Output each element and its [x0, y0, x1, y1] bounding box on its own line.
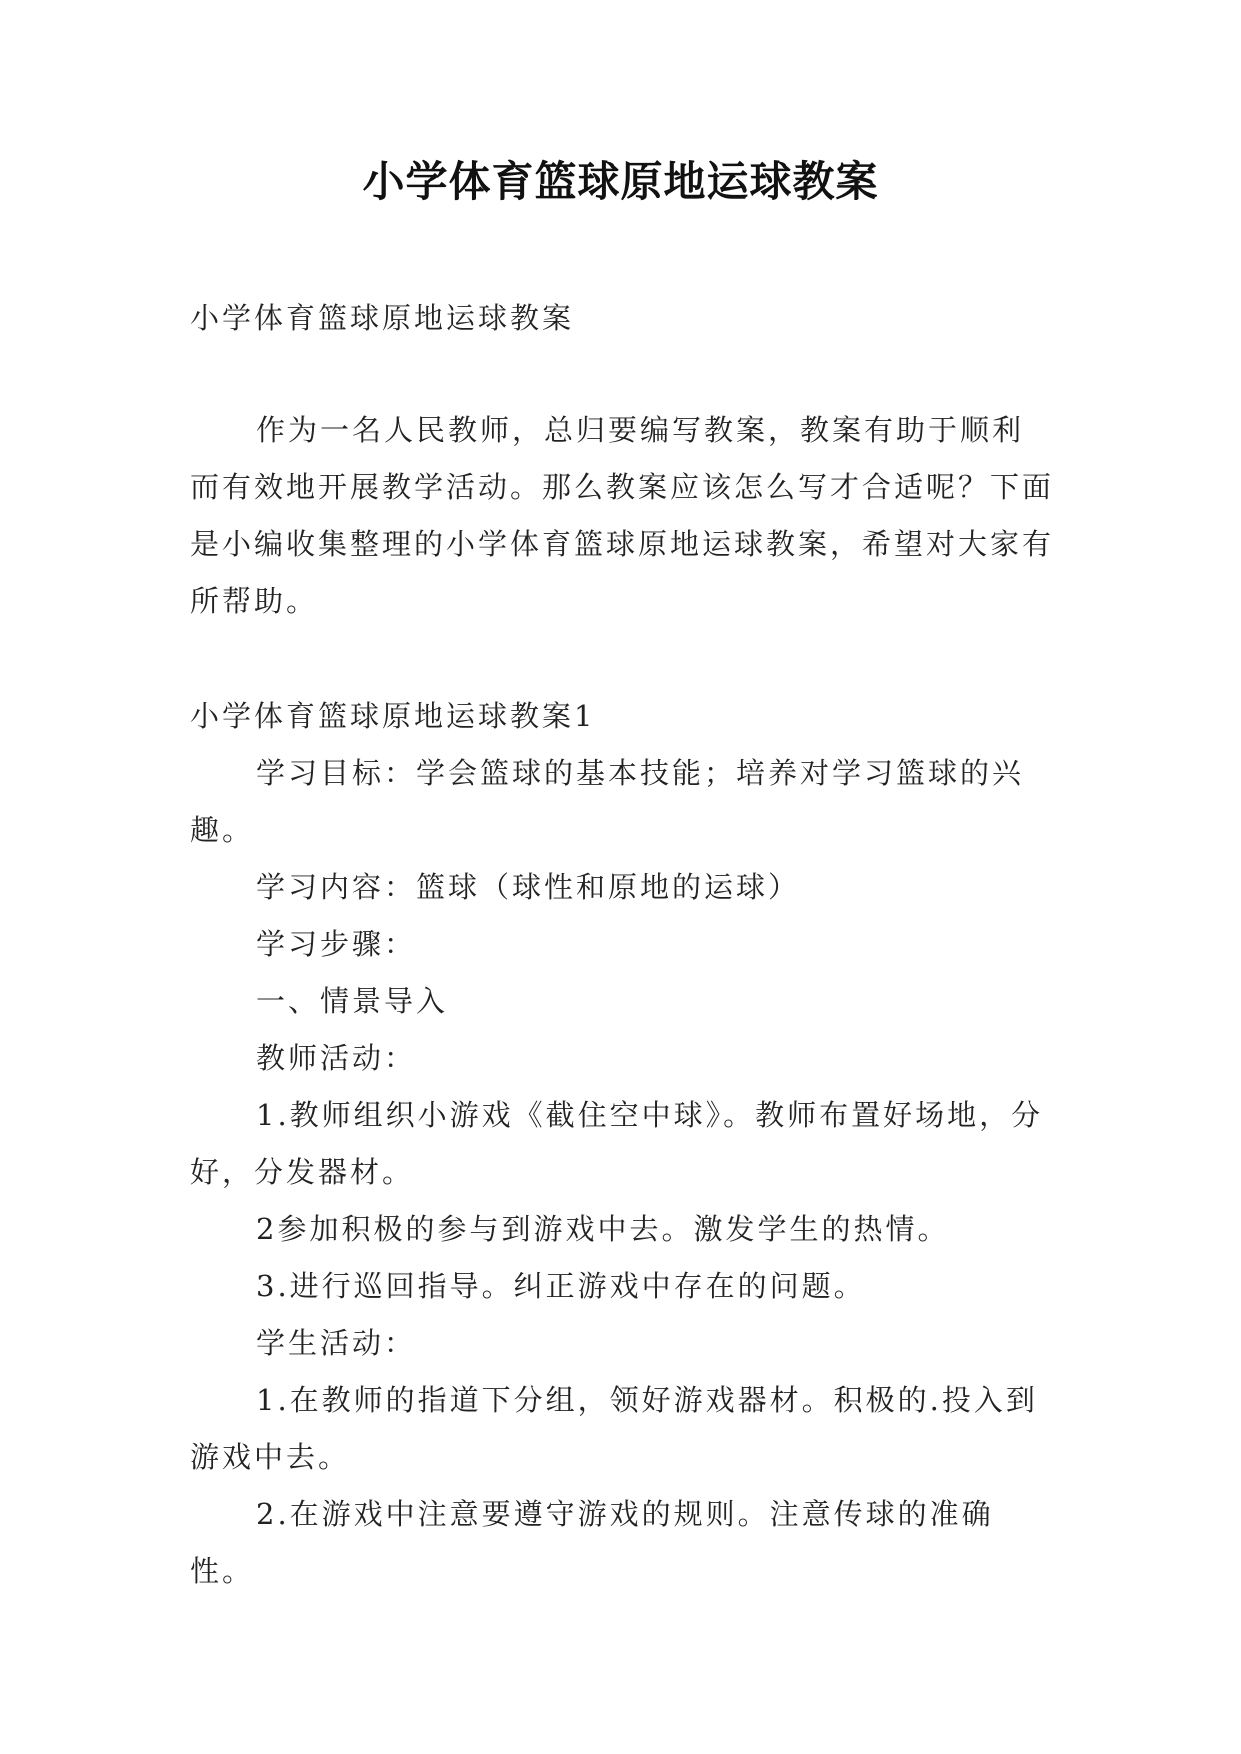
- intro-paragraph: 作为一名人民教师，总归要编写教案，教案有助于顺利而有效地开展教学活动。那么教案应该怎么写才合适呢？下面是小编收集整理的小学体育篮球原地运球教案，希望对大家有所帮助。: [190, 413, 1055, 618]
- document-subtitle: 小学体育篮球原地运球教案: [190, 301, 575, 335]
- paragraph-teacher-step-3: 3.进行巡回指导。纠正游戏中存在的问题。: [256, 1269, 866, 1303]
- paragraph-learning-content: 学习内容：篮球（球性和原地的运球）: [256, 870, 801, 904]
- section-1: [190, 688, 1055, 1600]
- paragraph-student-activity: 学生活动：: [256, 1326, 417, 1360]
- paragraph-scene-intro: 一、情景导入: [256, 984, 449, 1018]
- paragraph-teacher-activity: 教师活动：: [256, 1041, 417, 1075]
- paragraph-teacher-step-2: 2参加积极的参与到游戏中去。激发学生的热情。: [256, 1212, 950, 1246]
- paragraph-teacher-step-1: 1.教师组织小游戏《截住空中球》。教师布置好场地，分好，分发器材。: [190, 1098, 1044, 1189]
- document-title: 小学体育篮球原地运球教案: [362, 157, 879, 206]
- section-heading: 小学体育篮球原地运球教案1: [190, 699, 596, 733]
- paragraph-learning-goal: 学习目标：学会篮球的基本技能；培养对学习篮球的兴趣。: [190, 756, 1025, 847]
- paragraph-student-step-2: 2.在游戏中注意要遵守游戏的规则。注意传球的准确性。: [190, 1497, 994, 1588]
- paragraph-learning-steps: 学习步骤：: [256, 927, 417, 961]
- paragraph-student-step-1: 1.在教师的指道下分组，领好游戏器材。积极的.投入到游戏中去。: [190, 1383, 1038, 1474]
